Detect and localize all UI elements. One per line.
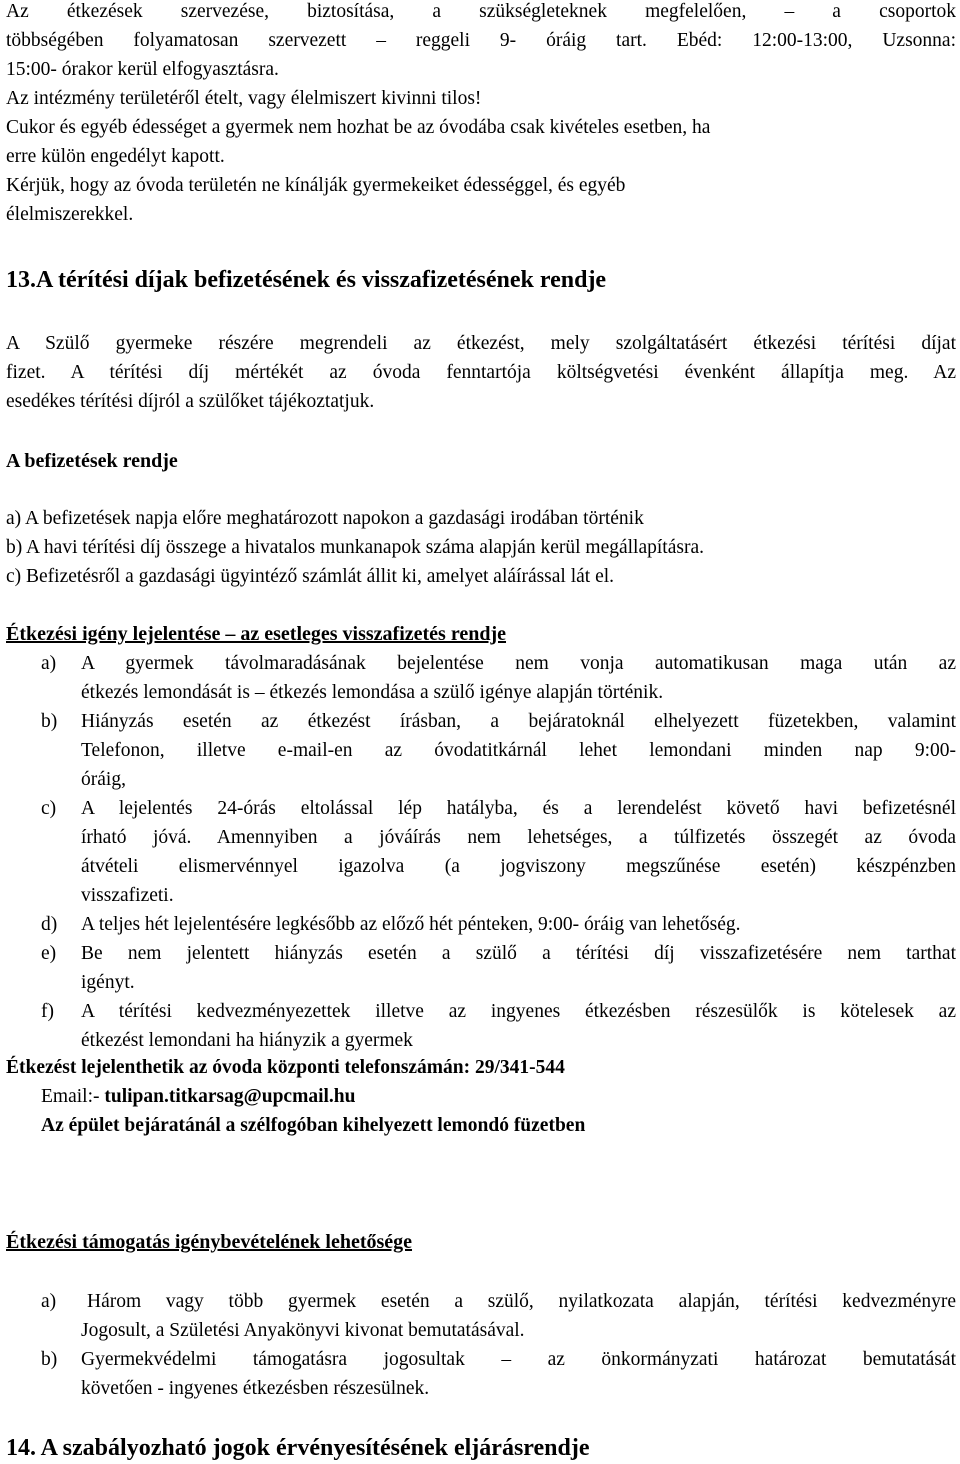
list-item-line: igényt. [81,972,135,993]
cancellation-heading: Étkezési igény lejelentése – az esetleges visszafizetés rendje [6,623,507,645]
payments-item-b: b) A havi térítési díj összege a hivatalos munkanapok száma alapján kerül megállapításra. [6,537,704,558]
section-13-para-line-3: esedékes térítési díjról a szülőket tájékoztatjuk. [6,391,375,412]
section-14-heading: 14. A szabályozható jogok érvényesítésének eljárásrendje [6,1435,590,1461]
list-item-line: A lejelentés 24-órás eltolással lép hatályba, és a lerendelést követő havi befizetésnél [81,798,956,819]
list-label: c) [41,798,57,819]
list-item-line: írható jóvá. Amennyiben a jóváírás nem lehetséges, a túlfizetés összegét az óvoda [81,827,956,848]
list-item-line: étkezés lemondását is – étkezés lemondása a szülő igénye alapján történik. [81,682,664,703]
list-label: a) [41,1291,57,1312]
list-item-line: Be nem jelentett hiányzás esetén a szülő a térítési díj visszafizetésére nem tarthat [81,943,956,964]
list-item-line: átvételi elismervénnyel igazolva (a jogviszony megszűnése esetén) készpénzben [81,856,956,877]
list-item-line: Hiányzás esetén az étkezést írásban, a bejáratoknál elhelyezett füzetekben, valamint [81,711,956,732]
payments-heading: A befizetések rendje [6,450,178,472]
list-item-line: A térítési kedvezményezettek illetve az ingyenes étkezésben részesülők is kötelesek az [81,1001,956,1022]
list-item-line: A gyermek távolmaradásának bejelentése nem vonja automatikusan maga után az [81,653,956,674]
list-item-line: A teljes hét lejelentésére legkésőbb az előző hét pénteken, 9:00- óráig van lehetőség. [81,914,741,935]
list-item-line: étkezést lemondani ha hiányzik a gyermek [81,1030,413,1051]
list-label: e) [41,943,57,964]
list-label: d) [41,914,58,935]
phone-line: Étkezést lejelenthetik az óvoda központi telefonszámán: 29/341-544 [6,1057,565,1078]
intro-line-6: erre külön engedélyt kapott. [6,146,225,167]
list-item-line: visszafizeti. [81,885,174,906]
intro-line-8: élelmiszerekkel. [6,204,134,225]
notebook-line: Az épület bejáratánál a szélfogóban kihelyezett lemondó füzetben [41,1115,586,1136]
payments-item-c: c) Befizetésről a gazdasági ügyintéző számlát állit ki, amelyet aláírással lát el. [6,566,615,587]
section-13-para-line-1: A Szülő gyermeke részére megrendeli az étkezést, mely szolgáltatásért étkezési térítési díjat [6,333,956,354]
intro-line-3: 15:00- órakor kerül elfogyasztásra. [6,59,279,80]
list-label: b) [41,711,58,732]
list-item-line: Három vagy több gyermek esetén a szülő, nyilatkozata alapján, térítési kedvezményre [87,1291,956,1312]
intro-line-5: Cukor és egyéb édességet a gyermek nem hozhat be az óvodába csak kivételes esetben, ha [6,117,711,138]
intro-line-4: Az intézmény területéről ételt, vagy élelmiszert kivinni tilos! [6,88,482,109]
payments-item-a: a) A befizetések napja előre meghatározott napokon a gazdasági irodában történik [6,508,644,529]
intro-line-7: Kérjük, hogy az óvoda területén ne kínálják gyermekeiket édességgel, és egyéb [6,175,626,196]
email-prefix: Email:- [41,1086,105,1107]
intro-line-2: többségében folyamatosan szervezett – reggeli 9- óráig tart. Ebéd: 12:00-13:00, Uzsonna: [6,30,956,51]
list-item-line: Gyermekvédelmi támogatásra jogosultak – az önkormányzati határozat bemutatását [81,1349,956,1370]
list-label: a) [41,653,57,674]
section-13-heading: 13.A térítési díjak befizetésének és visszafizetésének rendje [6,267,607,293]
list-item-line: követően - ingyenes étkezésben részesülnek. [81,1378,430,1399]
list-label: b) [41,1349,58,1370]
support-heading: Étkezési támogatás igénybevételének lehetősége [6,1231,413,1253]
list-item-line: Telefonon, illetve e-mail-en az óvodatitkárnál lehet lemondani minden nap 9:00- [81,740,956,761]
list-item-line: Jogosult, a Születési Anyakönyvi kivonat bemutatásával. [81,1320,525,1341]
section-13-para-line-2: fizet. A térítési díj mértékét az óvoda fenntartója költségvetési évenként állapítja meg. Az [6,362,956,383]
list-label: f) [41,1001,54,1022]
intro-line-1: Az étkezések szervezése, biztosítása, a szükségleteknek megfelelően, – a csoportok [6,1,956,22]
list-item-line: óráig, [81,769,126,790]
email-line [41,1082,960,1111]
email-address: tulipan.titkarsag@upcmail.hu [104,1086,356,1107]
